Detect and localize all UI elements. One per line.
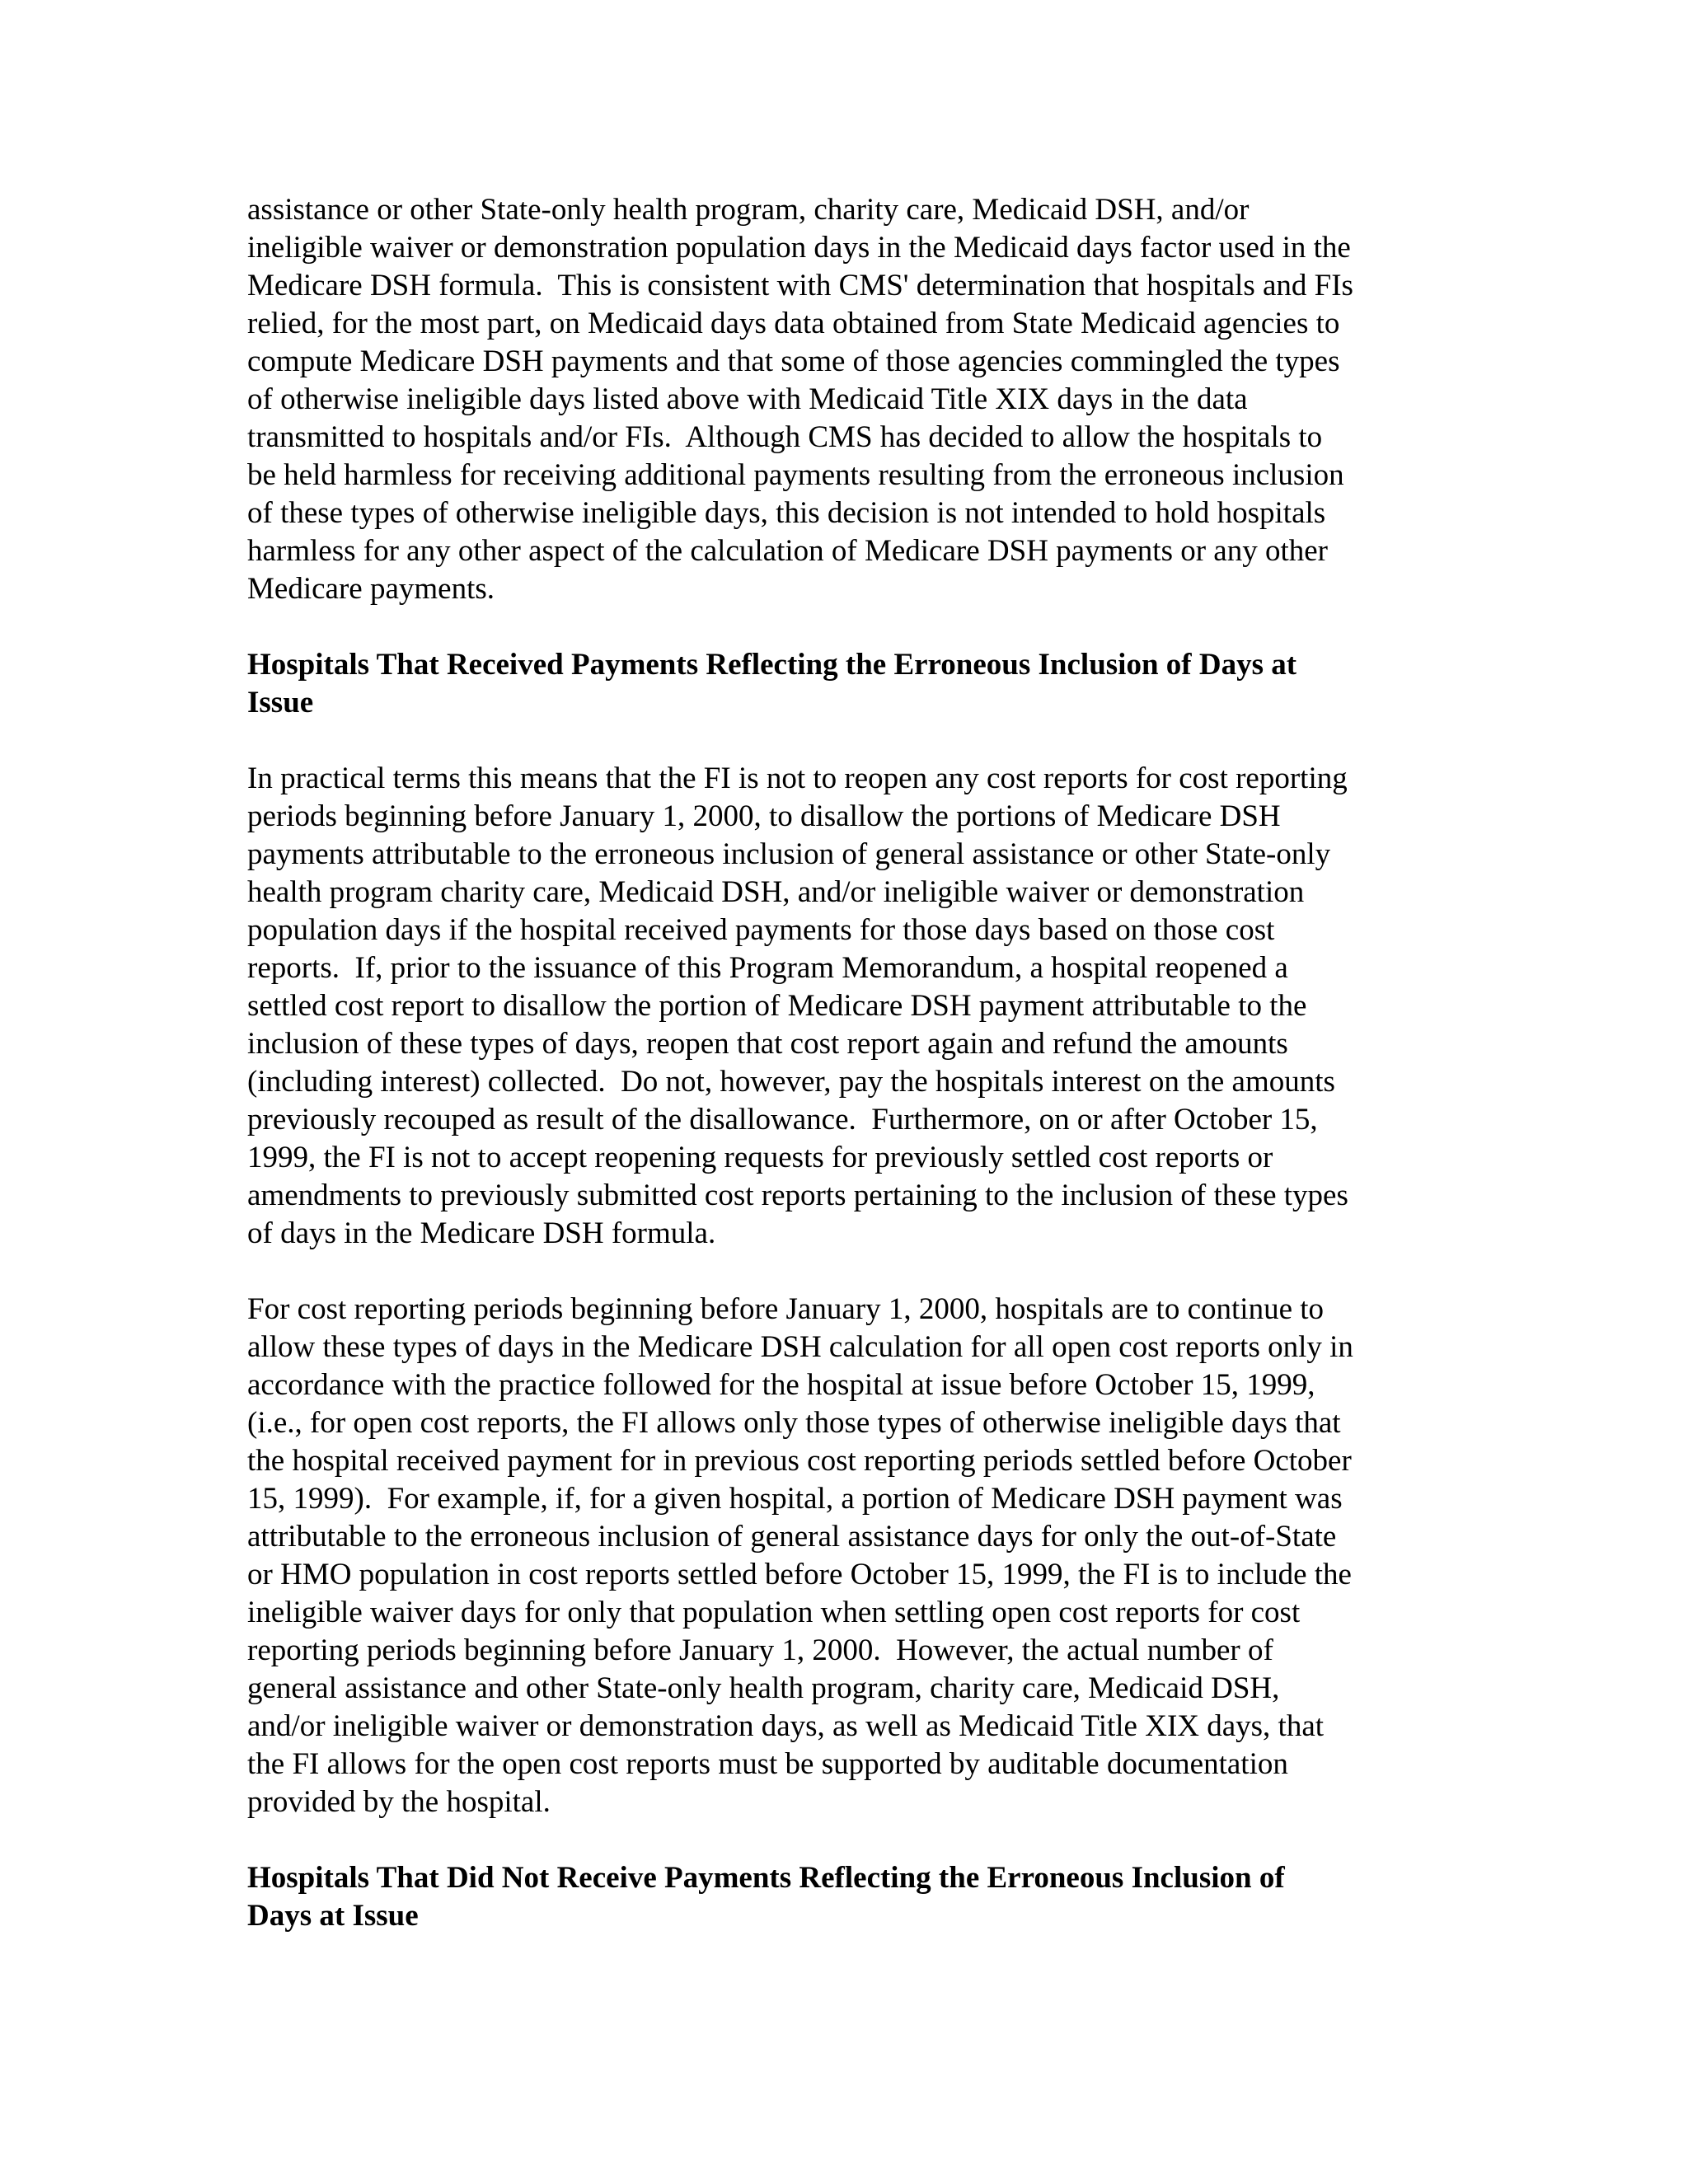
text-line: assistance or other State-only health program, charity care, Medicaid DSH, and/or bbox=[247, 193, 1250, 227]
text-line: general assistance and other State-only health program, charity care, Medicaid DSH, bbox=[247, 1671, 1280, 1705]
text-line: transmitted to hospitals and/or FIs. Although CMS has decided to allow the hospitals to bbox=[247, 420, 1323, 454]
heading-line: Issue bbox=[247, 686, 314, 719]
text-line: attributable to the erroneous inclusion of general assistance days for only the out-of-State bbox=[247, 1520, 1337, 1554]
text-line: previously recouped as result of the disallowance. Furthermore, on or after October 15, bbox=[247, 1103, 1318, 1137]
text-line: In practical terms this means that the FI is not to reopen any cost reports for cost reporting bbox=[247, 762, 1348, 795]
section-heading bbox=[247, 646, 1459, 722]
text-line: Medicare payments. bbox=[247, 572, 495, 606]
text-line: settled cost report to disallow the portion of Medicare DSH payment attributable to the bbox=[247, 989, 1307, 1023]
text-line: be held harmless for receiving additional payments resulting from the erroneous inclusion bbox=[247, 458, 1344, 492]
body-paragraph bbox=[247, 1291, 1459, 1821]
document-body bbox=[247, 191, 1459, 1973]
text-line: or HMO population in cost reports settled before October 15, 1999, the FI is to include the bbox=[247, 1558, 1352, 1591]
text-line: 1999, the FI is not to accept reopening requests for previously settled cost reports or bbox=[247, 1141, 1273, 1174]
text-line: health program charity care, Medicaid DSH, and/or ineligible waiver or demonstration bbox=[247, 875, 1305, 909]
text-line: and/or ineligible waiver or demonstration days, as well as Medicaid Title XIX days, that bbox=[247, 1709, 1325, 1743]
text-line: of otherwise ineligible days listed above with Medicaid Title XIX days in the data bbox=[247, 382, 1248, 416]
text-line: the hospital received payment for in previous cost reporting periods settled before October bbox=[247, 1444, 1352, 1478]
text-line: the FI allows for the open cost reports must be supported by auditable documentation bbox=[247, 1747, 1288, 1781]
text-line: reporting periods beginning before January 1, 2000. However, the actual number of bbox=[247, 1633, 1273, 1667]
text-line: compute Medicare DSH payments and that some of those agencies commingled the types bbox=[247, 344, 1340, 378]
body-paragraph bbox=[247, 760, 1459, 1253]
text-line: inclusion of these types of days, reopen that cost report again and refund the amounts bbox=[247, 1027, 1288, 1061]
text-line: (including interest) collected. Do not, however, pay the hospitals interest on the amounts bbox=[247, 1065, 1335, 1099]
text-line: payments attributable to the erroneous inclusion of general assistance or other State-only bbox=[247, 837, 1331, 871]
text-line: reports. If, prior to the issuance of this Program Memorandum, a hospital reopened a bbox=[247, 951, 1288, 985]
text-line: periods beginning before January 1, 2000, to disallow the portions of Medicare DSH bbox=[247, 799, 1281, 833]
text-line: provided by the hospital. bbox=[247, 1785, 551, 1819]
text-line: (i.e., for open cost reports, the FI allows only those types of otherwise ineligible days that bbox=[247, 1406, 1341, 1440]
text-line: accordance with the practice followed for the hospital at issue before October 15, 1999, bbox=[247, 1368, 1315, 1402]
text-line: For cost reporting periods beginning before January 1, 2000, hospitals are to continue to bbox=[247, 1292, 1325, 1326]
text-line: 15, 1999). For example, if, for a given hospital, a portion of Medicare DSH payment was bbox=[247, 1482, 1343, 1516]
text-line: ineligible waiver days for only that population when settling open cost reports for cost bbox=[247, 1596, 1301, 1629]
body-paragraph bbox=[247, 191, 1459, 608]
text-line: Medicare DSH formula. This is consistent with CMS' determination that hospitals and FIs bbox=[247, 269, 1353, 302]
heading-line: Days at Issue bbox=[247, 1899, 419, 1933]
heading-line: Hospitals That Received Payments Reflecting the Erroneous Inclusion of Days at bbox=[247, 648, 1297, 682]
section-heading bbox=[247, 1859, 1459, 1935]
text-line: relied, for the most part, on Medicaid days data obtained from State Medicaid agencies to bbox=[247, 307, 1340, 340]
text-line: of these types of otherwise ineligible days, this decision is not intended to hold hospitals bbox=[247, 496, 1326, 530]
text-line: allow these types of days in the Medicare DSH calculation for all open cost reports only in bbox=[247, 1330, 1353, 1364]
text-line: harmless for any other aspect of the calculation of Medicare DSH payments or any other bbox=[247, 534, 1328, 568]
text-line: population days if the hospital received payments for those days based on those cost bbox=[247, 913, 1275, 947]
text-line: of days in the Medicare DSH formula. bbox=[247, 1216, 716, 1250]
text-line: ineligible waiver or demonstration population days in the Medicaid days factor used in the bbox=[247, 231, 1351, 265]
heading-line: Hospitals That Did Not Receive Payments Reflecting the Erroneous Inclusion of bbox=[247, 1861, 1285, 1895]
text-line: amendments to previously submitted cost reports pertaining to the inclusion of these types bbox=[247, 1179, 1348, 1212]
